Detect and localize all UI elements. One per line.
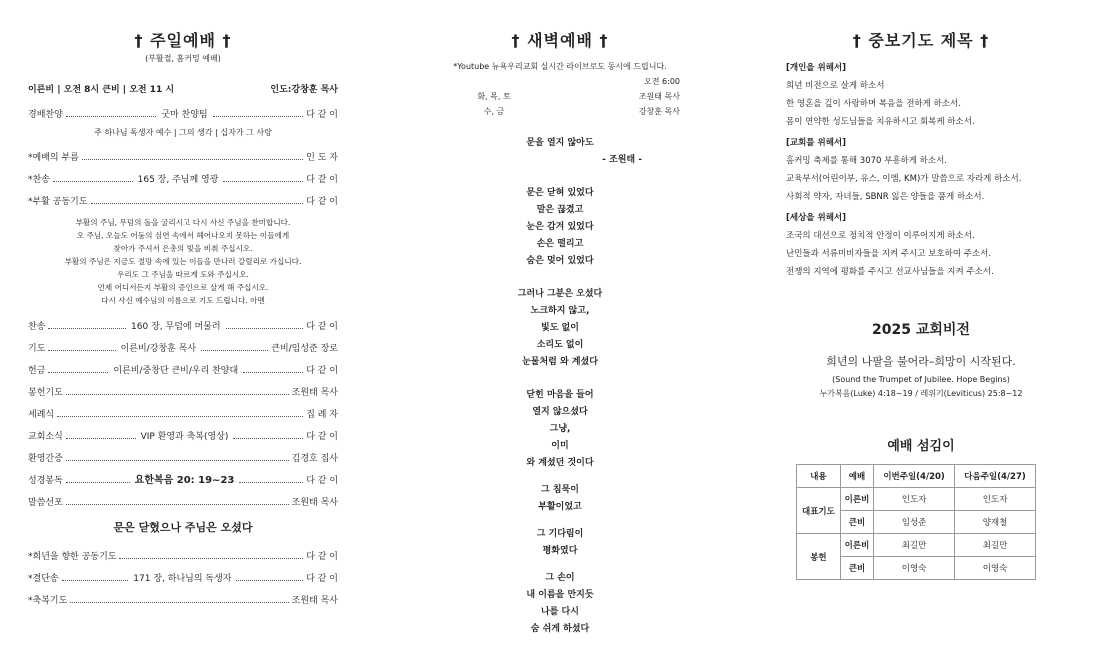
leader-dots — [48, 337, 115, 351]
poem-line: 손은 떨리고 — [536, 239, 584, 249]
dawn-schedule — [440, 74, 680, 119]
order-item-person: 인 도 자 — [306, 153, 338, 163]
poem-line: 그 기다림이 — [536, 529, 584, 539]
order-list-2 — [28, 315, 338, 513]
poem-line: 숨은 멎어 있었다 — [526, 256, 594, 266]
poem-line: 부활이었고 — [538, 502, 582, 512]
order-item-person: 조원태 목사 — [291, 596, 338, 606]
sunday-worship-title: † 주일예배 † — [134, 31, 232, 50]
intercession-title: † 중보기도 제목 † — [852, 31, 990, 50]
order-item-label: *결단송 — [28, 574, 59, 584]
prayer-sections — [786, 61, 1056, 281]
leader-dots — [66, 447, 289, 461]
table-cell: 이영숙 — [955, 557, 1036, 580]
poem-stanzas — [440, 185, 680, 638]
poem-line: 나를 다시 — [541, 607, 579, 617]
prayer-section-heading: [세상을 위해서] — [786, 213, 846, 223]
easter-prayer — [28, 216, 338, 307]
table-cell: 큰비 — [840, 511, 873, 534]
dawn-leader: 오전 6:00 — [644, 77, 680, 86]
order-item-person: 조원태 목사 — [291, 498, 338, 508]
order-item-person: 다 같 이 — [306, 197, 338, 207]
poem — [440, 135, 680, 638]
order-list-3 — [28, 545, 338, 611]
order-item-detail: 이른비/중창단 큰비/우리 찬양대 — [113, 366, 239, 376]
leader-dots — [53, 168, 133, 182]
dawn-worship-column — [440, 0, 680, 638]
table-group-cell: 봉헌 — [797, 534, 841, 580]
order-item-label: *찬송 — [28, 175, 50, 185]
prayer-section-heading: [개인을 위해서] — [786, 63, 846, 73]
order-item-person: 김경호 집사 — [291, 454, 338, 464]
prayer-section-heading: [교회를 위해서] — [786, 138, 846, 148]
leader-dots — [236, 567, 303, 581]
poem-stanza — [440, 387, 680, 472]
table-group-cell: 대표기도 — [797, 488, 841, 534]
poem-line: 평화였다 — [542, 546, 578, 556]
order-item — [28, 403, 338, 425]
praise-songs-note: 주 하나님 독생자 예수 | 그의 생각 | 십자가 그 사랑 — [94, 128, 272, 137]
dawn-days: 수, 금 — [483, 107, 505, 116]
leader-dots — [66, 425, 136, 439]
poem-author: - 조원태 - — [602, 155, 642, 165]
table-body — [797, 488, 1036, 580]
prayer-line: 언제 어디서든지 부활의 증인으로 살게 해 주십시오. — [97, 283, 269, 292]
order-item-person: 큰비/임성준 장로 — [271, 344, 339, 354]
poem-line: 눈은 감겨 있었다 — [526, 222, 594, 232]
table-row — [797, 534, 1036, 557]
table-cell: 최길만 — [874, 534, 955, 557]
leader-dots — [201, 337, 268, 351]
prayer-line: 한 영혼을 깊이 사랑하며 복음을 전하게 하소서. — [786, 99, 961, 109]
poem-title: 문을 열지 않아도 — [526, 138, 594, 148]
leader-dots — [239, 469, 303, 483]
prayer-line: 우리도 그 주님을 따르게 도와 주십시오. — [117, 270, 249, 279]
leader-dots — [243, 359, 303, 373]
order-item — [28, 146, 338, 168]
table-cell: 인도자 — [955, 488, 1036, 511]
order-item-label: 말씀선포 — [28, 498, 63, 508]
order-item — [28, 589, 338, 611]
order-item — [28, 545, 338, 567]
vision-main: 희년의 나팔을 불어라–희망이 시작된다. — [826, 355, 1016, 368]
sunday-worship-subtitle: (부활절, 홈커밍 예배) — [145, 54, 221, 63]
poem-line: 이미 — [551, 441, 569, 451]
dawn-days: 화, 목, 토 — [477, 92, 511, 101]
poem-stanza — [440, 482, 680, 516]
poem-line: 소리도 없이 — [536, 340, 584, 350]
order-item — [28, 315, 338, 337]
order-item — [28, 469, 338, 491]
dawn-schedule-row — [440, 74, 680, 89]
prayer-line: 난민들과 서류미비자들을 지켜 주시고 보호하여 주소서. — [786, 249, 992, 259]
order-item-label: 교회소식 — [28, 432, 63, 442]
prayer-line: 찾아가 주셔서 은총의 빛을 비춰 주십시오. — [113, 244, 253, 253]
poem-line: 열지 않으셨다 — [532, 407, 588, 417]
servers-title: 예배 섬김이 — [887, 439, 955, 454]
prayer-line: 희년 비전으로 살게 하소서 — [786, 81, 885, 91]
order-item-person: 다 같 이 — [306, 574, 338, 584]
order-item-label: 기도 — [28, 344, 46, 354]
prayer-line: 부활의 주님, 무덤의 돌을 굴리시고 다시 사신 주님을 찬미합니다. — [75, 218, 291, 227]
order-list-1 — [28, 103, 338, 212]
order-item-person: 다 같 이 — [306, 110, 338, 120]
prayer-line: 사회적 약자, 자녀들, SBNR 잃은 양들을 품게 하소서. — [786, 192, 985, 202]
table-cell: 이른비 — [840, 488, 873, 511]
order-item-label: 헌금 — [28, 366, 46, 376]
leader-dots — [70, 589, 288, 603]
table-cell: 임성준 — [874, 511, 955, 534]
order-item — [28, 359, 338, 381]
table-header-cell: 내용 — [797, 465, 841, 488]
servers-table — [796, 464, 1036, 580]
dawn-schedule-row — [440, 104, 680, 119]
service-leader: 인도:강창훈 목사 — [270, 85, 338, 95]
order-item-label: *축복기도 — [28, 596, 68, 606]
table-row — [797, 488, 1036, 511]
poem-line: 문은 닫혀 있었다 — [526, 188, 594, 198]
order-item-label: 환영간증 — [28, 454, 63, 464]
order-item-person: 다 같 이 — [306, 175, 338, 185]
table-cell: 이른비 — [840, 534, 873, 557]
table-cell: 인도자 — [874, 488, 955, 511]
vision-english: (Sound the Trumpet of Jubilee. Hope Begins) — [832, 375, 1010, 384]
table-header-cell: 다음주일(4/27) — [955, 465, 1036, 488]
leader-dots — [213, 103, 304, 117]
prayer-line: 조국의 대선으로 정치적 안정이 이루어지게 하소서. — [786, 231, 975, 241]
leader-dots — [119, 545, 303, 559]
prayer-line: 다시 사신 예수님의 이름으로 기도 드립니다. 아멘 — [101, 296, 265, 305]
order-item-person: 다 같 이 — [306, 432, 338, 442]
order-item — [28, 447, 338, 469]
vision-reference: 누가복음(Luke) 4:18~19 / 레위기(Leviticus) 25:8~12 — [819, 389, 1023, 398]
poem-stanza — [440, 185, 680, 270]
prayer-line: 부활의 주님은 지금도 절망 속에 있는 이들을 만나러 갈릴리로 가십니다. — [64, 257, 302, 266]
poem-stanza — [440, 526, 680, 560]
order-item-label: 경배찬양 — [28, 110, 63, 120]
intercession-column — [786, 0, 1056, 580]
order-item-detail: 171 장, 하나님의 독생자 — [133, 574, 232, 584]
order-item — [28, 337, 338, 359]
order-item — [28, 190, 338, 212]
poem-line: 숨 쉬게 하셨다 — [530, 624, 590, 634]
order-item-label: *부활 공동기도 — [28, 197, 88, 207]
prayer-line: 오 주님, 오늘도 어둠의 심연 속에서 헤어나오지 못하는 이들에게 — [76, 231, 290, 240]
order-item-label: 성경봉독 — [28, 476, 63, 486]
dawn-leader: 조원태 목사 — [638, 92, 680, 101]
table-header-row — [797, 465, 1036, 488]
prayer-line: 몸이 연약한 성도님들을 치유하시고 회복케 하소서. — [786, 117, 975, 127]
poem-line: 눈물처럼 와 계셨다 — [522, 357, 598, 367]
poem-line: 말은 끊겼고 — [536, 205, 584, 215]
table-header-cell: 이번주일(4/20) — [874, 465, 955, 488]
order-item-person: 집 례 자 — [306, 410, 338, 420]
poem-line: 그 손이 — [545, 573, 575, 583]
order-item — [28, 168, 338, 190]
prayer-line: 전쟁의 지역에 평화를 주시고 선교사님들을 지켜 주소서. — [786, 267, 994, 277]
poem-stanza — [440, 570, 680, 638]
leader-dots — [57, 403, 303, 417]
service-times: 이른비 | 오전 8시 큰비 | 오전 11 시 — [28, 85, 175, 95]
prayer-line: 교육부서(어린이부, 유스, 이엠, KM)가 말씀으로 자라게 하소서. — [786, 174, 1022, 184]
order-item-person: 다 같 이 — [306, 552, 338, 562]
order-item — [28, 491, 338, 513]
order-item-label: *희년을 향한 공동기도 — [28, 552, 117, 562]
table-cell: 최길만 — [955, 534, 1036, 557]
sermon-title: 문은 닫혔으나 주님은 오셨다 — [113, 521, 253, 534]
order-item — [28, 567, 338, 589]
order-item — [28, 425, 338, 447]
leader-dots — [82, 146, 303, 160]
dawn-schedule-row — [440, 89, 680, 104]
poem-line: 와 계셨던 것이다 — [526, 458, 594, 468]
order-item-label: 세례식 — [28, 410, 55, 420]
service-times-row — [28, 82, 338, 95]
order-item — [28, 103, 338, 125]
leader-dots — [66, 469, 130, 483]
poem-line: 닫힌 마음을 들어 — [526, 390, 594, 400]
order-item-person: 조원태 목사 — [291, 388, 338, 398]
poem-line: 노크하지 않고, — [530, 306, 590, 316]
leader-dots — [66, 491, 289, 505]
dawn-leader: 강창훈 목사 — [638, 107, 680, 116]
leader-dots — [91, 190, 304, 204]
order-item-detail: VIP 환영과 축복(영상) — [140, 432, 229, 442]
table-cell: 큰비 — [840, 557, 873, 580]
leader-dots — [223, 168, 303, 182]
prayer-line: 홈커밍 축제를 통해 3070 부흥하게 하소서. — [786, 156, 948, 166]
dawn-worship-title: † 새벽예배 † — [511, 31, 609, 50]
order-item-detail: 요한복음 20: 19~23 — [134, 475, 235, 486]
poem-line: 내 이름을 만지듯 — [526, 590, 594, 600]
table-cell: 이영숙 — [874, 557, 955, 580]
leader-dots — [48, 359, 108, 373]
table-cell: 양재철 — [955, 511, 1036, 534]
order-item-detail: 굿마 찬양팀 — [161, 110, 208, 120]
sunday-worship-column — [28, 0, 338, 611]
poem-stanza — [440, 286, 680, 371]
leader-dots — [66, 381, 289, 395]
order-item-label: 찬송 — [28, 322, 46, 332]
order-item-detail: 165 장, 주님께 영광 — [137, 175, 219, 185]
leader-dots — [62, 567, 129, 581]
leader-dots — [66, 103, 157, 117]
poem-line: 그러나 그분은 오셨다 — [517, 289, 603, 299]
poem-line: 빛도 없이 — [541, 323, 579, 333]
youtube-note: *Youtube 뉴욕우리교회 실시간 라이브로도 동시에 드립니다. — [453, 62, 667, 71]
leader-dots — [226, 315, 304, 329]
poem-line: 그 침묵이 — [541, 485, 579, 495]
poem-line: 그냥, — [549, 424, 571, 434]
order-item-label: *예배의 부름 — [28, 153, 79, 163]
dawn-days — [440, 74, 548, 89]
order-item-person: 다 같 이 — [306, 476, 339, 486]
leader-dots — [233, 425, 303, 439]
order-item-detail: 160 장, 무덤에 머물러 — [131, 322, 221, 332]
order-item-person: 다 같 이 — [306, 322, 338, 332]
order-item-label: 봉헌기도 — [28, 388, 63, 398]
table-header-cell: 예배 — [840, 465, 873, 488]
vision-title: 2025 교회비전 — [872, 322, 970, 338]
order-item-person: 다 같 이 — [306, 366, 339, 376]
order-item — [28, 381, 338, 403]
leader-dots — [48, 315, 126, 329]
order-item-detail: 이른비/강창훈 목사 — [120, 344, 197, 354]
